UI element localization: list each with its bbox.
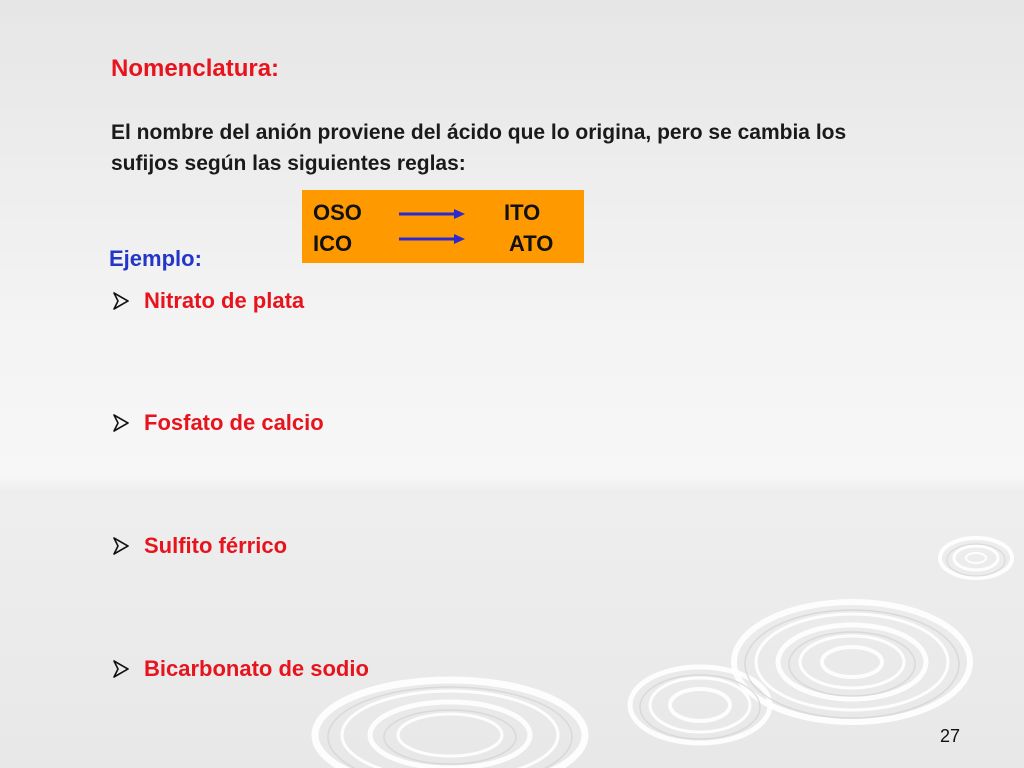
rule-from-ico: ICO (313, 231, 353, 256)
page-number: 27 (940, 726, 961, 746)
rule-from-oso: OSO (313, 200, 362, 225)
arrowhead-bullet-icon (112, 292, 130, 310)
arrowhead-bullet-icon (112, 537, 130, 555)
example-label: Ejemplo: (109, 246, 202, 271)
example-item (112, 288, 304, 314)
example-item (112, 410, 324, 436)
example-item-label: Bicarbonato de sodio (144, 656, 369, 681)
example-item-label: Fosfato de calcio (144, 410, 324, 435)
slide-title: Nomenclatura: (111, 55, 280, 82)
right-arrow-icon (398, 233, 466, 245)
intro-text: El nombre del anión proviene del ácido que lo origina, pero se cambia los sufijos según las siguientes reglas: (111, 121, 847, 175)
rule-to-ato: ATO (509, 231, 554, 256)
example-item-label: Sulfito férrico (144, 533, 288, 558)
rule-to-ito: ITO (504, 200, 541, 225)
example-item-label: Nitrato de plata (144, 288, 305, 313)
right-arrow-icon (398, 208, 466, 220)
arrowhead-bullet-icon (112, 660, 130, 678)
example-item (112, 656, 369, 682)
arrowhead-bullet-icon (112, 414, 130, 432)
example-item (112, 533, 287, 559)
